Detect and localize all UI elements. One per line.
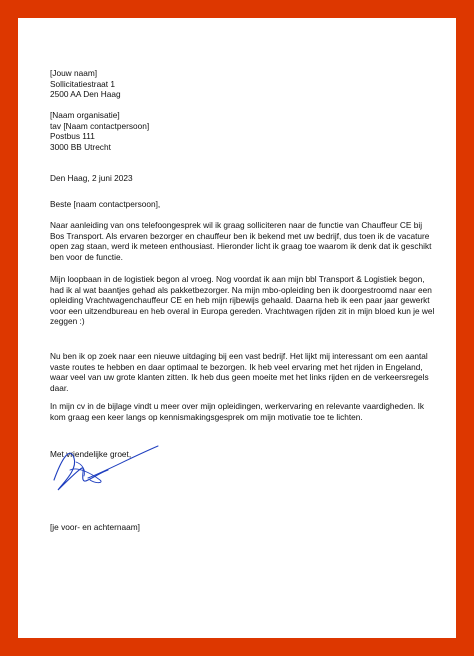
sender-postal-city: 2500 AA Den Haag	[50, 89, 121, 100]
closing-text: Met vriendelijke groet,	[50, 449, 132, 459]
salutation-text: Beste [naam contactpersoon],	[50, 199, 161, 209]
paragraph-2	[50, 274, 436, 327]
sender-address	[50, 68, 436, 100]
date-text: Den Haag, 2 juni 2023	[50, 173, 133, 183]
date-line	[50, 173, 436, 184]
paragraph-3	[50, 351, 436, 393]
paragraph-text: Nu ben ik op zoek naar een nieuwe uitdaging bij een vast bedrijf. Het lijkt mij interessant om een aantal vaste routes te hebben en daar optimaal te bezorgen. Ik heb veel ervaring met het rijden in Engeland, waar veel van uw grote klanten zitten. Ik heb dus geen moeite met het links rijden en de verkeersregels daar.	[50, 351, 429, 393]
recipient-po-box: Postbus 111	[50, 131, 95, 142]
paragraph-4	[50, 401, 436, 422]
paragraph-text: Naar aanleiding van ons telefoongesprek wil ik graag solliciteren naar de functie van Chauffeur CE bij Bos Transport. Als ervaren bezorger en chauffeur ben ik bekend met uw bedrijf, dus toen ik de vacature open zag staan, werd ik meteen enthousiast. Hieronder licht ik graag toe waarom ik denk dat ik geschikt ben voor de functie.	[50, 220, 432, 262]
signature-name-text: [je voor- en achternaam]	[50, 522, 140, 532]
recipient-attention: tav [Naam contactpersoon]	[50, 120, 150, 131]
paragraph-1	[50, 220, 436, 262]
signature-stroke	[54, 453, 108, 490]
recipient-address	[50, 110, 436, 152]
sender-name: [Jouw naam]	[50, 68, 98, 78]
signature-stroke	[88, 446, 158, 478]
recipient-organisation: [Naam organisatie]	[50, 110, 120, 120]
letter-page	[18, 18, 456, 638]
salutation	[50, 199, 436, 210]
signature-name	[50, 522, 436, 533]
paragraph-text: In mijn cv in de bijlage vindt u meer over mijn opleidingen, werkervaring en relevante vaardigheden. Ik kom graag een keer langs op kennismakingsgesprek om mijn motivatie toe te lichten.	[50, 401, 425, 422]
handwritten-signature	[48, 440, 168, 496]
paragraph-text: Mijn loopbaan in de logistiek begon al vroeg. Nog voordat ik aan mijn bbl Transport & Logistiek begon, had ik al wat baantjes gehad als pakketbezorger. Na mijn mbo-opleiding ben ik doorgestroomd naar een opleiding Vrachtwagenchauffeur CE en heb mijn rijbewijs gehaald. Daarna heb ik een paar jaar gewerkt voor een uitzendbureau en heb overal in Europa gereden. Vrachtwagen rijden zit in mijn bloed kun je wel zeggen :)	[50, 274, 435, 327]
sender-street: Sollicitatiestraat 1	[50, 78, 116, 89]
recipient-postal-city: 3000 BB Utrecht	[50, 141, 111, 152]
